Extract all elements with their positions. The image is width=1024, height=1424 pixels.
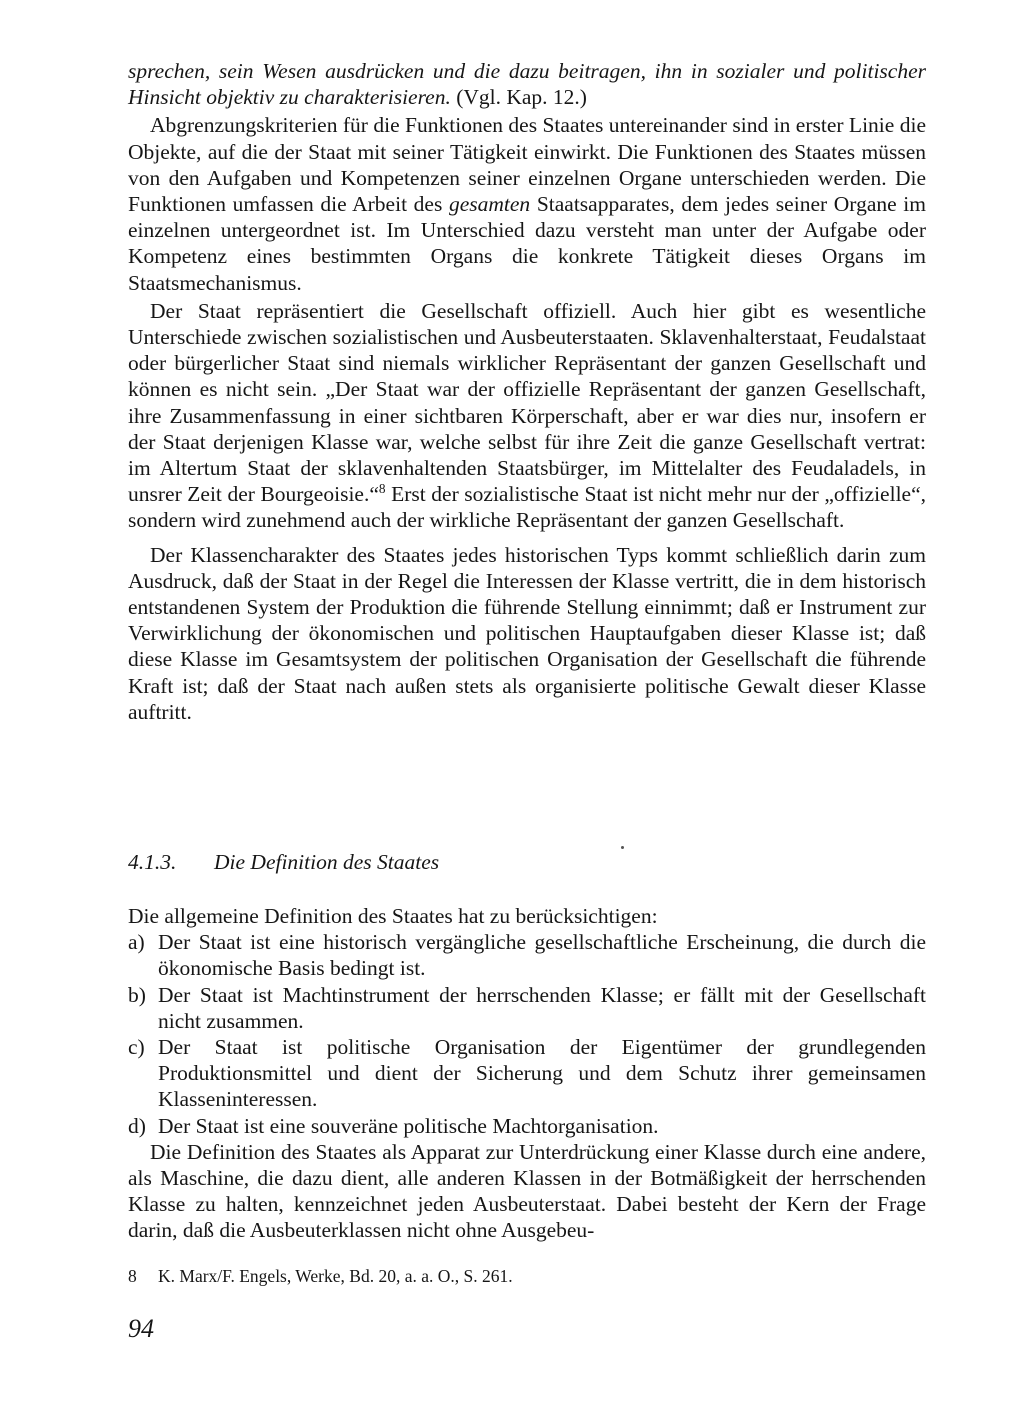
section-title: Die Definition des Staates [214,850,440,874]
intro-italic-text: sprechen, sein Wesen ausdrücken und die dazu beitragen, ihn in sozialer und politischer Hinsicht objektiv zu charakterisieren. [128,59,926,110]
list-item [128,982,926,1034]
list-marker: c) [128,1035,145,1060]
intro-reference: (Vgl. Kap. 12.) [450,85,587,110]
page-number: 94 [128,1314,154,1343]
list-item-text: Der Staat ist eine historisch vergängliche gesellschaftliche Erscheinung, die durch die ökonomische Basis bedingt ist. [158,930,926,981]
footnote [128,1266,513,1287]
list-item [128,1113,926,1139]
section-lead: Die allgemeine Definition des Staates hat zu berücksichtigen: [128,904,658,928]
footnote-text: K. Marx/F. Engels, Werke, Bd. 20, a. a. O., S. 261. [158,1266,513,1286]
paragraph-representation [128,298,926,534]
footnote-number: 8 [128,1266,137,1286]
list-item-text: Der Staat ist eine souveräne politische Machtorganisation. [158,1113,659,1138]
paragraph-functions-part-a: Abgrenzungskriterien für die Funktionen des Staates untereinander sind in erster Linie die Objekte, auf die der Staat mit seiner Tätigkeit einwirkt. Die Funktionen des Staates müssen von den Aufgaben und Kompetenzen seiner einzelnen Organe unterschieden werden. Die Funktionen umfassen die Arbeit des [128,113,926,217]
paragraph-representation-part-b: Erst der sozialistische Staat ist nicht mehr nur der „offizielle“, sondern wird zunehmend auch der wirkliche Repräsentant der ganzen Gesellschaft. [128,482,927,533]
section-body [128,903,926,1244]
paragraph-intro [128,58,926,110]
paragraph-representation-part-a: Der Staat repräsentiert die Gesellschaft offiziell. Auch hier gibt es wesentliche Unterschiede zwischen sozialistischen und Ausbeuterstaaten. Sklavenhalterstaat, Feudalstaat oder bürgerlicher Staat sind niemals wirklicher Repräsentant der ganzen Gesellschaft und können es nicht sein. „Der Staat war der offizielle Repräsentant der ganzen Gesellschaft, ihre Zusammenfassung in einer sichtbaren Körperschaft, aber er war dies nur, insofern er der Staat derjenigen Klasse war, welche selbst für ihre Zeit die ganze Gesellschaft vertrat: im Altertum Staat der sklavenhaltenden Staatsbürger, im Mittelalter des Feudaladels, in unsrer Zeit der Bourgeoisie.“ [128,298,926,507]
list-item-text: Der Staat ist politische Organisation der Eigentümer der grundlegenden Produktionsmittel und dient der Sicherung und dem Schutz ihrer gemeinsamen Klasseninteressen. [158,1035,926,1112]
list-marker: d) [128,1113,146,1138]
list-item [128,1034,926,1113]
section-number: 4.1.3. [128,850,177,874]
section-closing-paragraph: Die Definition des Staates als Apparat zur Unterdrückung einer Klasse durch eine andere, als Maschine, die dazu dient, alle anderen Klassen in der Botmäßigkeit der herrschenden Klasse zu halten, kennzeichnet jeden Ausbeuterstaat. Dabei besteht der Kern der Frage darin, daß die Ausbeuterklassen nicht ohne Ausgebeu- [128,1139,926,1243]
section-heading [128,850,926,875]
footnote-reference[interactable]: 8 [378,481,386,497]
print-speck [621,846,624,849]
paragraph-functions-part-b: Staatsapparates, dem jedes seiner Organe im einzelnen untergeordnet ist. Im Unterschied dazu versteht man unter der Aufgabe oder Kompetenz eines bestimmten Organs die konkrete Tätigkeit dieses Organs im Staatsmechanismus. [128,192,926,295]
emphasis-gesamten: gesamten [448,192,531,217]
paragraph-functions [128,112,926,295]
list-marker: b) [128,982,146,1007]
list-item [128,929,926,981]
list-item-text: Der Staat ist Machtinstrument der herrschenden Klasse; er fällt mit der Gesellschaft nicht zusammen. [158,982,926,1033]
paragraph-class-character: Der Klassencharakter des Staates jedes historischen Typs kommt schließlich darin zum Ausdruck, daß der Staat in der Regel die Interessen der Klasse vertritt, die in dem historisch entstandenen System der Produktion die führende Stellung einnimmt; daß er Instrument zur Verwirklichung der ökonomischen und politischen Hauptaufgaben dieser Klasse ist; daß diese Klasse im Gesamtsystem der politischen Organisation der Gesellschaft die führende Kraft ist; daß der Staat nach außen stets als organisierte politische Gewalt dieser Klasse auftritt. [128,542,926,724]
body-text [128,58,926,725]
list-marker: a) [128,930,145,955]
